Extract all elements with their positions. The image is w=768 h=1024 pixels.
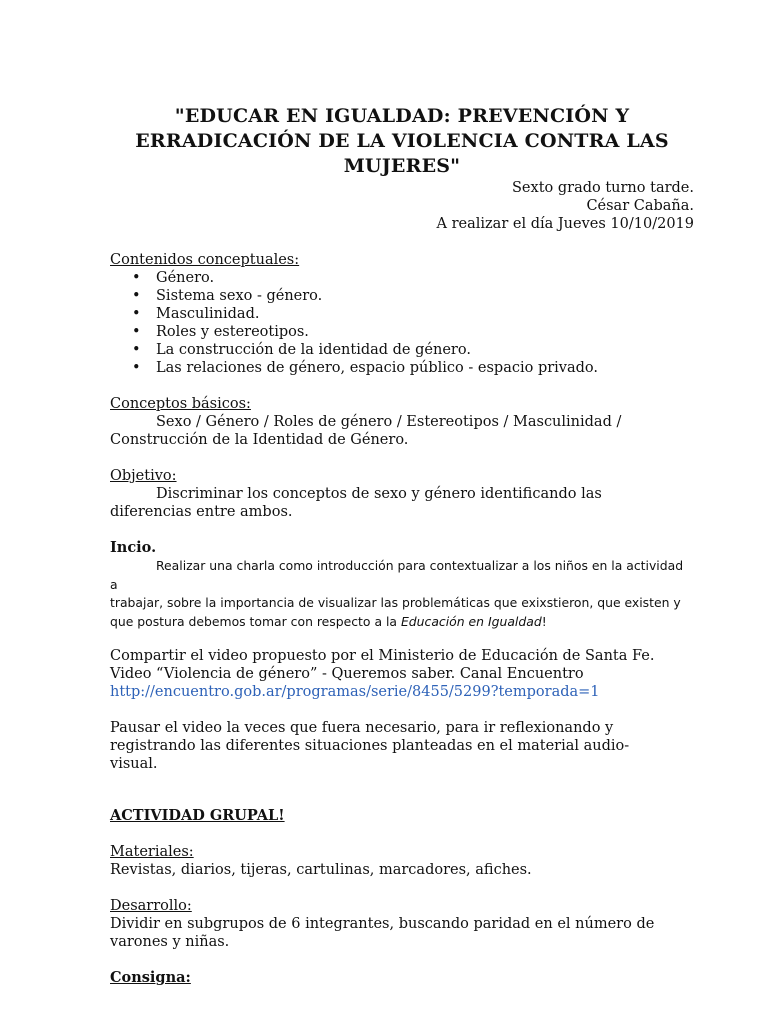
desarrollo-line-1: Dividir en subgrupos de 6 integrantes, buscando paridad en el número de [110, 916, 655, 932]
objetivo-line-1: Discriminar los conceptos de sexo y género identificando las [156, 486, 602, 502]
materiales-text: Revistas, diarios, tijeras, cartulinas, marcadores, afiches. [110, 862, 532, 878]
conceptos-line-1: Sexo / Género / Roles de género / Estereotipos / Masculinidad / [156, 414, 622, 430]
list-item: • Masculinidad. [132, 306, 260, 322]
inicio-heading: Incio. [110, 539, 157, 556]
video-line-2: Video “Violencia de género” - Queremos saber. Canal Encuentro [110, 666, 584, 682]
bullet-icon: • [132, 360, 141, 376]
inicio-paragraph: Realizar una charla como introducción para contextualizar a los niños en la actividad a trabajar, sobre la importancia de visualizar las problemáticas que exixstieron, que existen y que postura debemos tomar con respecto a la Educación en Igualdad! [110, 558, 684, 629]
materiales-heading: Materiales: [110, 844, 194, 860]
objetivo-heading: Objetivo: [110, 468, 177, 484]
objetivo-line-2: diferencias entre ambos. [110, 504, 293, 520]
meta-teacher: César Cabaña. [586, 198, 694, 214]
contenidos-list [110, 269, 694, 377]
pausar-paragraph: Pausar el video la veces que fuera necesario, para ir reflexionando y registrando las diferentes situaciones planteadas en el material audio- visual. [110, 720, 630, 772]
meta-date: A realizar el día Jueves 10/10/2019 [436, 216, 694, 232]
conceptos-heading: Conceptos básicos: [110, 396, 251, 412]
consigna-heading: Consigna: [110, 969, 191, 986]
conceptos-line-2: Construcción de la Identidad de Género. [110, 432, 409, 448]
video-line-1: Compartir el video propuesto por el Ministerio de Educación de Santa Fe. [110, 648, 655, 664]
video-paragraph [110, 647, 694, 701]
bullet-icon: • [132, 270, 141, 286]
bullet-icon: • [132, 342, 141, 358]
actividad-heading: ACTIVIDAD GRUPAL! [110, 807, 285, 824]
document-meta [110, 179, 694, 233]
list-item: • Sistema sexo - género. [132, 288, 323, 304]
bullet-icon: • [132, 306, 141, 322]
document-title [110, 104, 694, 179]
title-line-2: ERRADICACIÓN DE LA VIOLENCIA CONTRA LAS [135, 130, 669, 152]
desarrollo-line-2: varones y niñas. [110, 934, 230, 950]
title-line-3: MUJERES" [343, 155, 461, 177]
list-item: • Roles y estereotipos. [132, 324, 309, 340]
title-line-1: "EDUCAR EN IGUALDAD: PREVENCIÓN Y [174, 105, 630, 127]
contenidos-heading: Contenidos conceptuales: [110, 252, 300, 268]
video-link[interactable]: http://encuentro.gob.ar/programas/serie/8455/5299?temporada=1 [110, 684, 600, 700]
igualdad-emphasis: Educación en Igualdad [400, 613, 542, 629]
desarrollo-heading: Desarrollo: [110, 898, 192, 914]
bullet-icon: • [132, 288, 141, 304]
list-item: • Género. [132, 270, 215, 286]
list-item: • Las relaciones de género, espacio público - espacio privado. [132, 360, 599, 376]
bullet-icon: • [132, 324, 141, 340]
meta-grade: Sexto grado turno tarde. [512, 180, 694, 196]
list-item: • La construcción de la identidad de género. [132, 342, 471, 358]
